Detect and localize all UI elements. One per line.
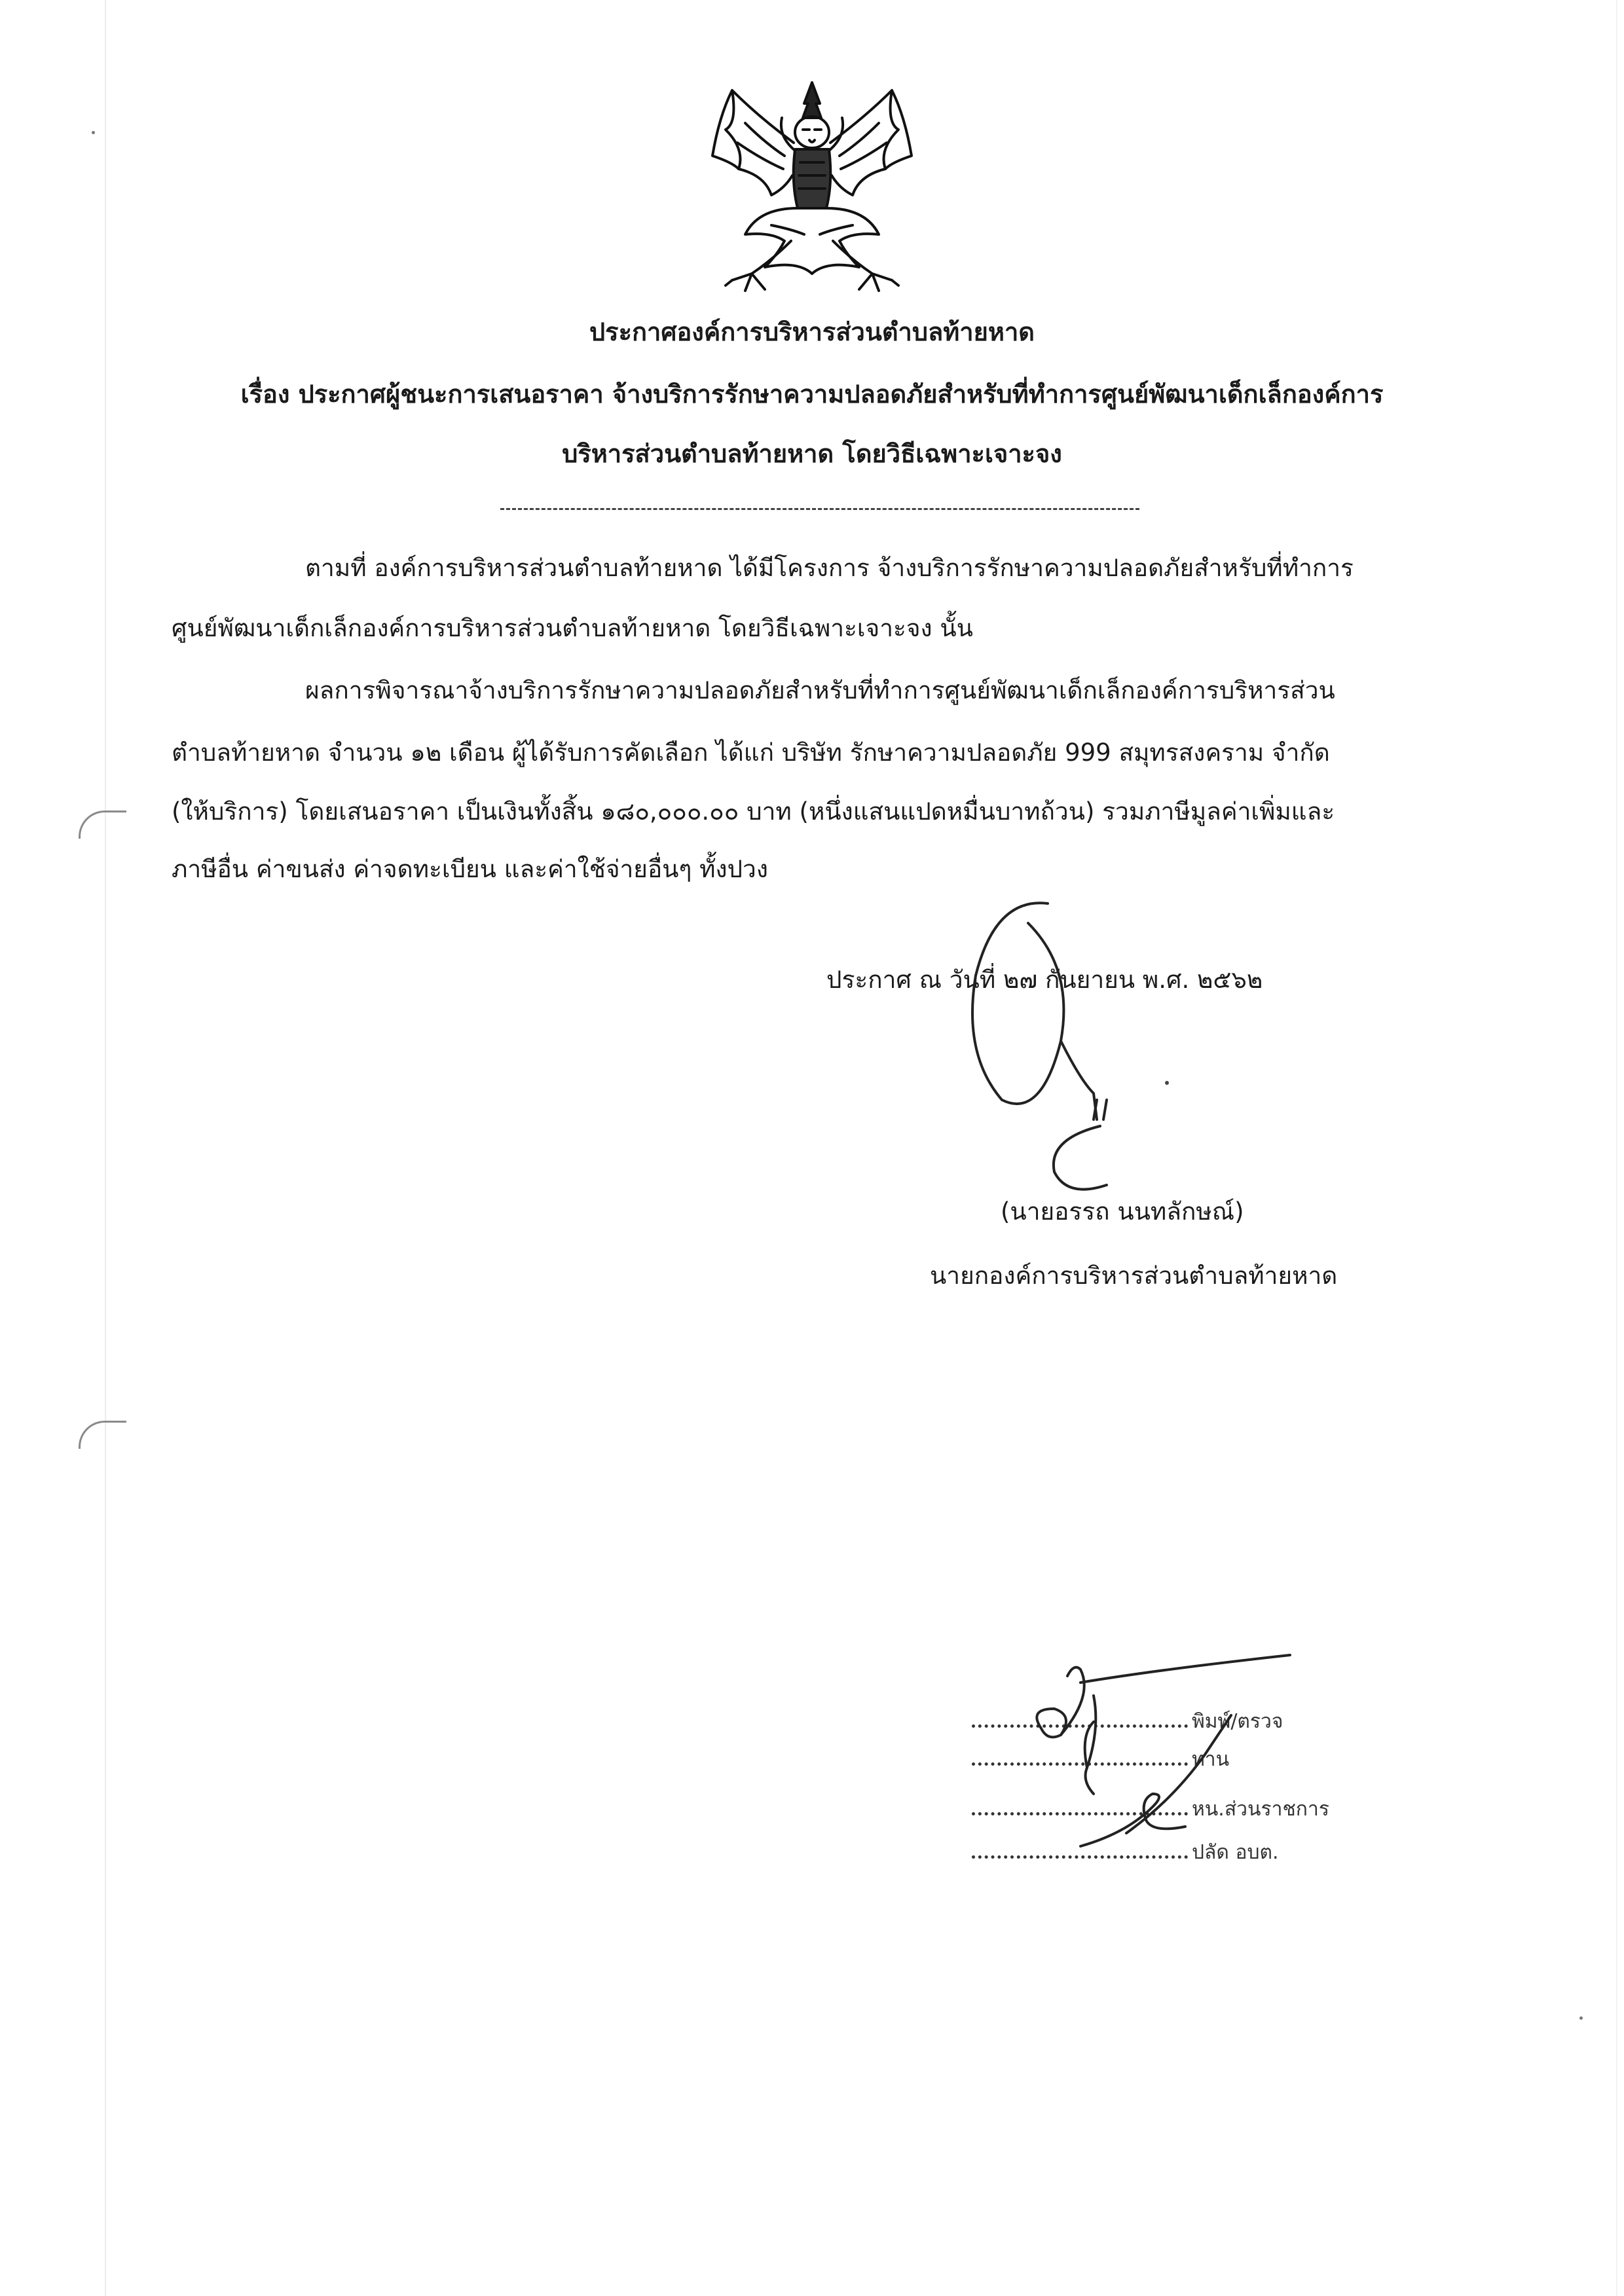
paragraph-1-line-2: ศูนย์พัฒนาเด็กเล็กองค์การบริหารส่วนตำบลท้ายหาด โดยวิธีเฉพาะเจาะจง นั้น xyxy=(172,614,973,642)
checklist-label: หน.ส่วนราชการ xyxy=(1192,1798,1329,1821)
scan-speck xyxy=(92,131,95,134)
paragraph-2-line-2: ตำบลท้ายหาด จำนวน ๑๒ เดือน ผู้ได้รับการคัดเลือก ได้แก่ บริษัท รักษาความปลอดภัย 999 สมุทรสงคราม จำกัด xyxy=(172,738,1330,767)
punch-hole-mark xyxy=(79,1421,126,1449)
announcement-subject-cont: บริหารส่วนตำบลท้ายหาด โดยวิธีเฉพาะเจาะจง xyxy=(562,439,1062,468)
signature-mark xyxy=(950,884,1185,1198)
checklist-label: ปลัด อบต. xyxy=(1192,1841,1279,1864)
paragraph-2-line-3: (ให้บริการ) โดยเสนอราคา เป็นเงินทั้งสิ้น ๑๘๐,๐๐๐.๐๐ บาท (หนึ่งแสนแปดหมื่นบาทถ้วน) รวมภาษีมูลค่าเพิ่มและ xyxy=(172,797,1335,826)
paragraph-1-line-1: ตามที่ องค์การบริหารส่วนตำบลท้ายหาด ได้มีโครงการ จ้างบริการรักษาความปลอดภัยสำหรับที่ทำการ xyxy=(305,554,1354,582)
checklist-label: พิมพ์/ตรวจ xyxy=(1192,1710,1283,1733)
heading-separator xyxy=(500,508,1139,510)
initials-mark xyxy=(1022,1637,1297,1872)
scan-speck xyxy=(1579,2016,1583,2020)
garuda-emblem-icon xyxy=(706,77,918,300)
punch-hole-mark xyxy=(79,811,126,839)
checklist-label: ทาน xyxy=(1192,1748,1230,1771)
paragraph-2-line-4: ภาษีอื่น ค่าขนส่ง ค่าจดทะเบียน และค่าใช้จ่ายอื่นๆ ทั้งปวง xyxy=(172,855,768,883)
signatory-name: (นายอรรถ นนทลักษณ์) xyxy=(1001,1197,1244,1226)
announcement-title: ประกาศองค์การบริหารส่วนตำบลท้ายหาด xyxy=(589,318,1035,346)
signatory-position: นายกองค์การบริหารส่วนตำบลท้ายหาด xyxy=(930,1262,1338,1290)
announcement-date: ประกาศ ณ วันที่ ๒๗ กันยายน พ.ศ. ๒๕๖๒ xyxy=(826,966,1263,994)
announcement-subject: เรื่อง ประกาศผู้ชนะการเสนอราคา จ้างบริการรักษาความปลอดภัยสำหรับที่ทำการศูนย์พัฒนาเด็กเล็กองค์การ xyxy=(240,380,1384,409)
paragraph-2-line-1: ผลการพิจารณาจ้างบริการรักษาความปลอดภัยสำหรับที่ทำการศูนย์พัฒนาเด็กเล็กองค์การบริหารส่วน xyxy=(305,676,1335,704)
